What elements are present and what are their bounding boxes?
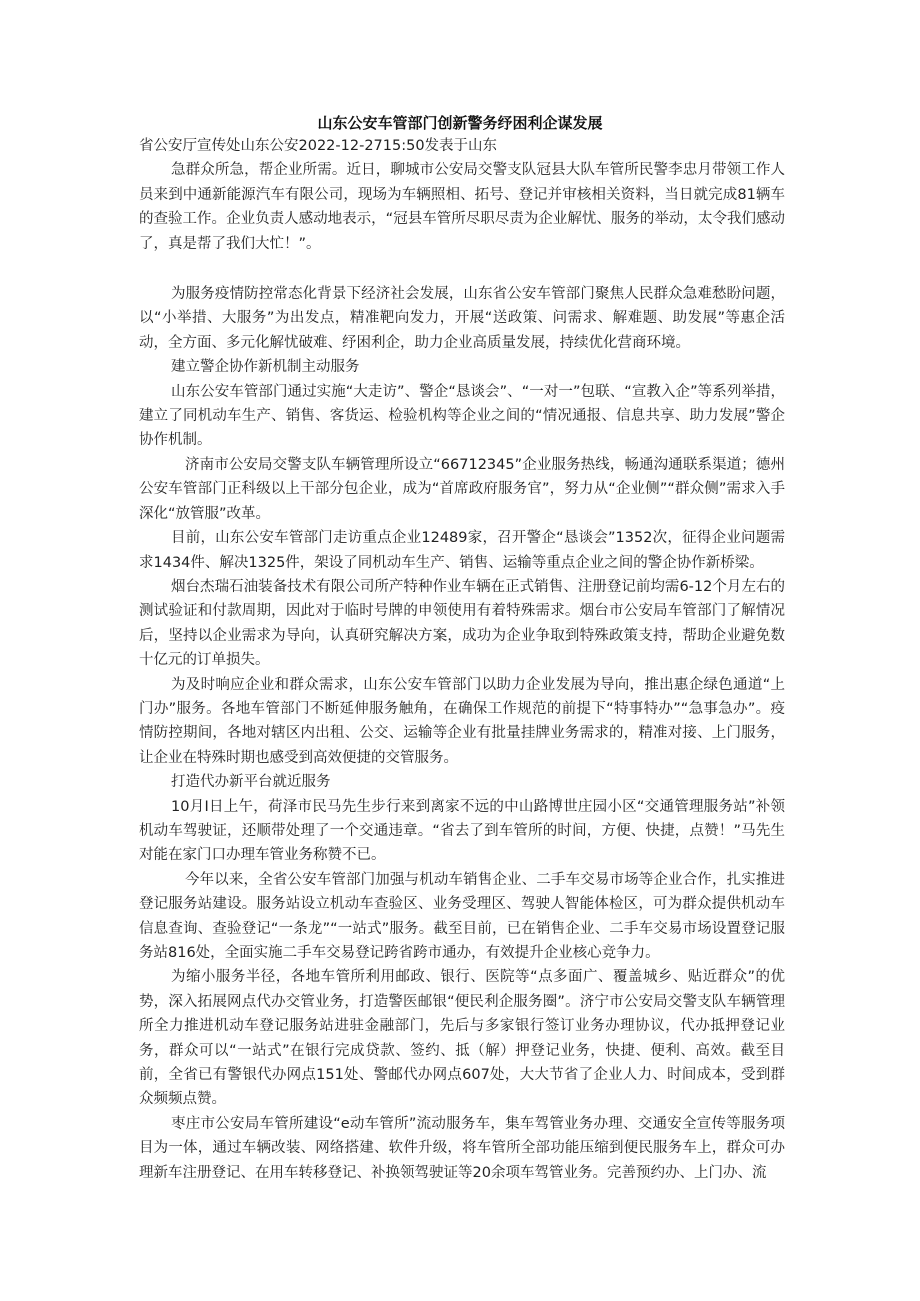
article-body — [139, 134, 785, 1185]
article-title: 山东公安车管部门创新警务纾困利企谋发展 — [317, 114, 603, 132]
paragraph: 济南市公安局交警支队车辆管理所设立“66712345”企业服务热线，畅通沟通联系渠道；德州公安车管部门正科级以上干部分包企业，成为“首席政府服务官”，努力从“企业侧”“群众侧”需求入手深化“放管服”改革。 — [139, 456, 785, 522]
paragraph: 为缩小服务半径，各地车管所利用邮政、银行、医院等“点多面广、覆盖城乡、贴近群众”的优势，深入拓展网点代办交管业务，打造警医邮银“便民利企服务圈”。济宁市公安局交警支队车辆管理所全力推进机动车登记服务站进驻金融部门，先后与多家银行签订业务办理协议，代办抵押登记业务，群众可以“一站式”在银行完成贷款、签约、抵（解）押登记业务，快捷、便利、高效。截至目前，全省已有警银代办网点151处、警邮代办网点607处，大大节省了企业人力、时间成本，受到群众频频点赞。 — [139, 969, 785, 1108]
paragraph: 10月I日上午，荷泽市民马先生步行来到离家不远的中山路博世庄园小区“交通管理服务站”补领机动车驾驶证，还顺带处理了一个交通违章。“省去了到车管所的时间，方便、快捷，点赞！”马先生对能在家门口办理车管业务称赞不已。 — [139, 798, 785, 864]
section-heading: 打造代办新平台就近服务 — [171, 774, 331, 791]
paragraph: 烟台杰瑞石油装备技术有限公司所产特种作业车辆在正式销售、注册登记前均需6-12个月左右的测试验证和付款周期，因此对于临时号牌的申领使用有着特殊需求。烟台市公安局车管部门了解情况后，坚持以企业需求为导向，认真研究解决方案，成功为企业争取到特殊政策支持，帮助企业避免数十亿元的订单损失。 — [139, 578, 785, 669]
paragraph: 今年以来，全省公安车管部门加强与机动车销售企业、二手车交易市场等企业合作，扎实推进登记服务站建设。服务站设立机动车查验区、业务受理区、驾驶人智能体检区，可为群众提供机动车信息查询、查验登记“一条龙”“一站式”服务。截至目前，已在销售企业、二手车交易市场设置登记服务站816处，全面实施二手车交易登记跨省跨市通办，有效提升企业核心竞争力。 — [139, 871, 785, 961]
paragraph: 山东公安车管部门通过实施“大走访”、警企“恳谈会”、“一对一”包联、“宣教入企”等系列举措，建立了同机动车生产、销售、客货运、检验机构等企业之间的“情况通报、信息共享、助力发展”警企协作机制。 — [139, 383, 785, 449]
article-byline: 省公安厅宣传处山东公安2022-12-2715:50发表于山东 — [139, 138, 498, 154]
paragraph: 为服务疫情防控常态化背景下经济社会发展，山东省公安车管部门聚焦人民群众急难愁盼问题，以“小举措、大服务”为出发点，精准靶向发力，开展“送政策、问需求、解难题、助发展”等惠企活动，全方面、多元化解忧破难、纾困利企，助力企业高质量发展，持续优化营商环境。 — [139, 286, 785, 351]
section-heading: 建立警企协作新机制主动服务 — [171, 359, 360, 376]
paragraph: 为及时响应企业和群众需求，山东公安车管部门以助力企业发展为导向，推出惠企绿色通道“上门办”服务。各地车管部门不断延伸服务触角，在确保工作规范的前提下“特事特办”“急事急办”。疫情防控期间，各地对辖区内出租、公交、运输等企业有批量挂牌业务需求的，精准对接、上门服务，让企业在特殊时期也感受到高效便捷的交管服务。 — [139, 676, 785, 766]
paragraph-gap — [139, 256, 785, 282]
paragraph: 枣庄市公安局车管所建设“e动车管所”流动服务车，集车驾管业务办理、交通安全宣传等服务项目为一体，通过车辆改装、网络搭建、软件升级，将车管所全部功能压缩到便民服务车上，群众可办理新车注册登记、在用车转移登记、补换领驾驶证等20余项车驾管业务。完善预约办、上门办、流 — [139, 1115, 785, 1181]
paragraph: 急群众所急，帮企业所需。近日，聊城市公安局交警支队冠县大队车管所民警李忠月带领工作人员来到中通新能源汽车有限公司，现场为车辆照相、拓号、登记并审核相关资料，当日就完成81辆车的查验工作。企业负责人感动地表示，“冠县车管所尽职尽责为企业解忧、服务的举动，太令我们感动了，真是帮了我们大忙！”。 — [139, 162, 785, 252]
paragraph: 目前，山东公安车管部门走访重点企业12489家，召开警企“恳谈会”1352次，征得企业问题需求1434件、解决1325件，架设了同机动车生产、销售、运输等重点企业之间的警企协作新桥梁。 — [139, 530, 785, 571]
